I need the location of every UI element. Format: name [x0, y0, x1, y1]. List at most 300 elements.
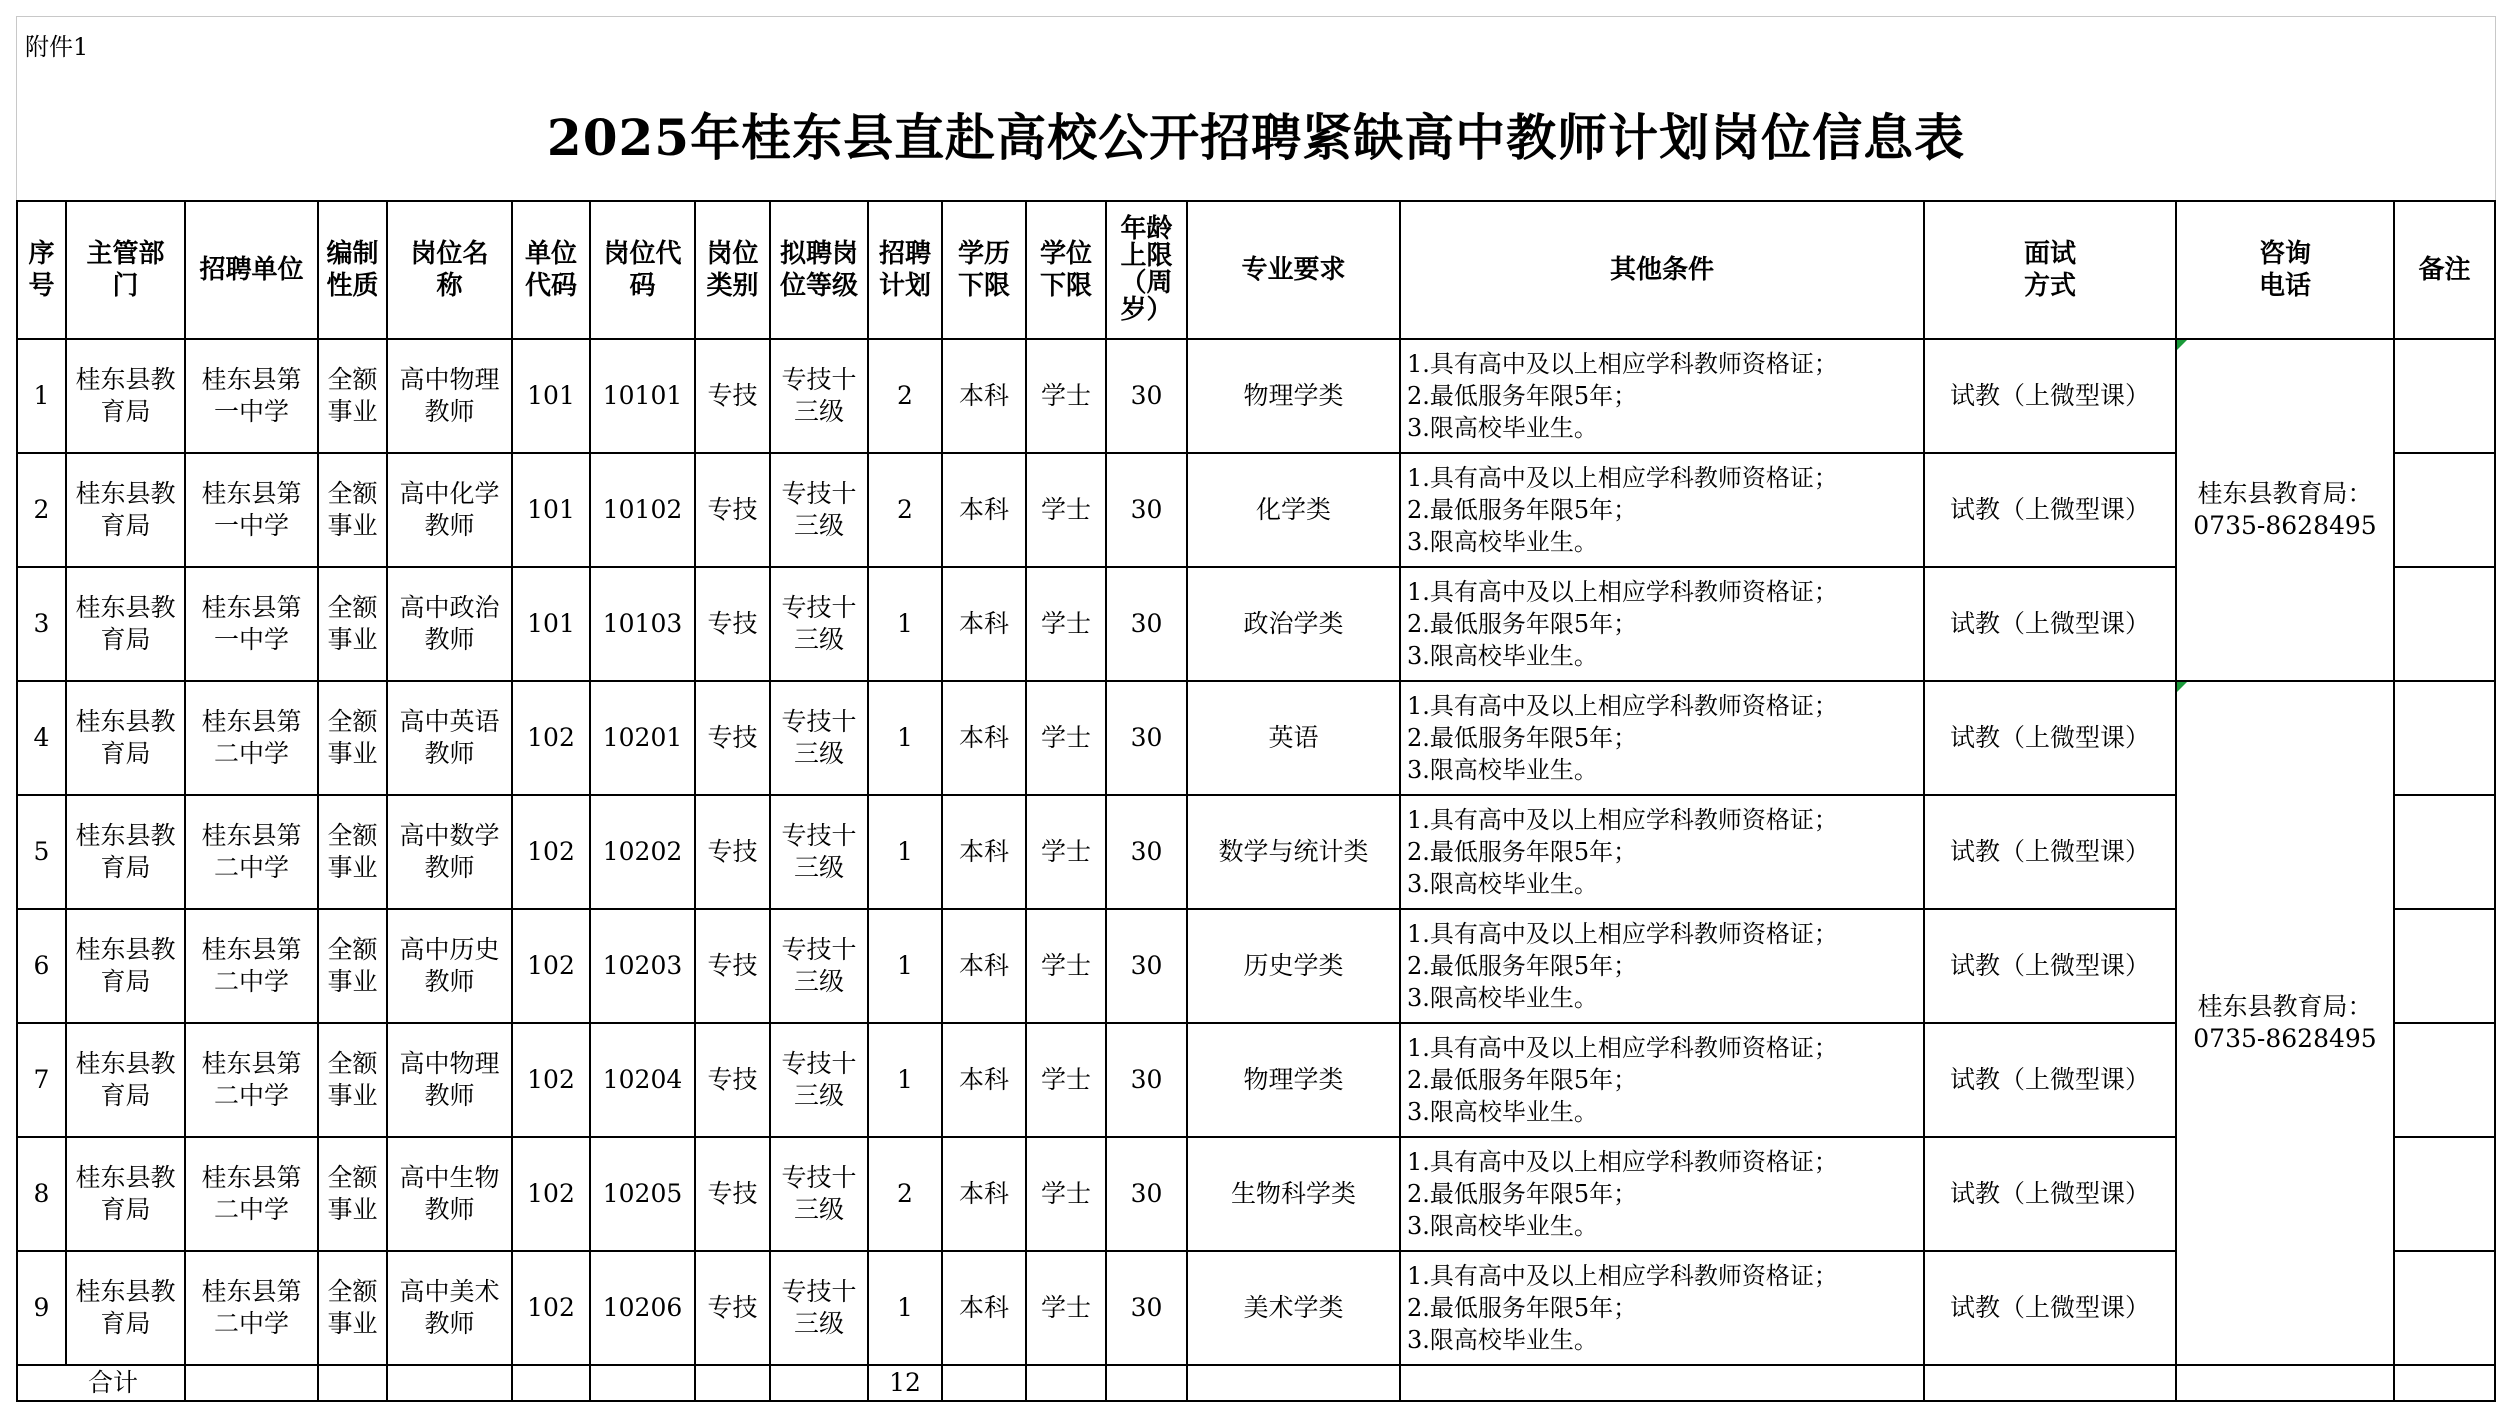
unit-code-cell[interactable]: 102 [512, 1023, 590, 1137]
conditions-cell[interactable] [1400, 681, 1924, 795]
conditions-cell[interactable] [1400, 909, 1924, 1023]
unit-cell[interactable] [185, 1023, 318, 1137]
post-code-cell[interactable]: 10202 [590, 795, 695, 909]
level-cell-text: 三级 [793, 511, 844, 540]
header-nature[interactable] [318, 201, 387, 339]
edu-cell[interactable]: 本科 [942, 795, 1026, 909]
post-name-cell-text: 教师 [424, 1195, 475, 1224]
condition-line: 2.最低服务年限5年； [1407, 382, 1638, 410]
header-major[interactable] [1187, 201, 1400, 339]
post-code-cell[interactable]: 10205 [590, 1137, 695, 1251]
seq-cell[interactable]: 5 [17, 795, 66, 909]
nature-cell-text: 全额 [327, 365, 378, 394]
header-nature-text: 编制 [326, 239, 379, 269]
post-name-cell[interactable] [387, 681, 512, 795]
nature-cell[interactable] [318, 339, 387, 453]
degree-cell[interactable]: 学士 [1026, 453, 1106, 567]
unit-cell-text: 桂东县第 [201, 365, 302, 394]
total-empty-cell[interactable] [2176, 1365, 2394, 1401]
nature-cell[interactable] [318, 567, 387, 681]
plan-cell[interactable]: 2 [868, 453, 942, 567]
total-empty-cell[interactable] [942, 1365, 1026, 1401]
nature-cell[interactable] [318, 909, 387, 1023]
total-empty-cell[interactable] [512, 1365, 590, 1401]
nature-cell-text: 事业 [327, 1195, 378, 1224]
table-row [17, 567, 2495, 681]
conditions-cell[interactable] [1400, 1137, 1924, 1251]
age-cell[interactable]: 30 [1106, 909, 1187, 1023]
header-major-text: 专业要求 [1241, 255, 1346, 285]
condition-line: 3.限高校毕业生。 [1407, 414, 1598, 442]
comment-marker-icon [2177, 682, 2187, 692]
interview-cell[interactable]: 试教（上微型课） [1924, 1023, 2176, 1137]
dept-cell-text: 育局 [100, 853, 151, 882]
header-dept[interactable] [66, 201, 185, 339]
contact-phone-cell-text: 桂东县教育局： [2197, 992, 2373, 1021]
header-nature-text: 性质 [326, 271, 379, 301]
header-edu-text: 学历 [957, 239, 1010, 269]
conditions-cell[interactable] [1400, 453, 1924, 567]
total-empty-cell[interactable] [1026, 1365, 1106, 1401]
degree-cell[interactable]: 学士 [1026, 1251, 1106, 1365]
header-edu[interactable] [942, 201, 1026, 339]
edu-cell[interactable]: 本科 [942, 681, 1026, 795]
unit-code-cell[interactable]: 101 [512, 567, 590, 681]
degree-cell[interactable]: 学士 [1026, 909, 1106, 1023]
unit-cell-text: 二中学 [213, 1195, 289, 1224]
unit-cell-text: 桂东县第 [201, 479, 302, 508]
dept-cell-text: 桂东县教 [75, 1049, 176, 1078]
post-name-cell-text: 高中物理 [399, 365, 500, 394]
nature-cell[interactable] [318, 1251, 387, 1365]
interview-cell[interactable]: 试教（上微型课） [1924, 795, 2176, 909]
condition-line: 2.最低服务年限5年； [1407, 610, 1638, 638]
post-name-cell-text: 高中历史 [399, 935, 500, 964]
unit-cell-text: 二中学 [213, 739, 289, 768]
remark-cell[interactable] [2394, 681, 2495, 795]
age-cell[interactable]: 30 [1106, 1023, 1187, 1137]
header-phone[interactable] [2176, 201, 2394, 339]
nature-cell[interactable] [318, 681, 387, 795]
post-type-cell[interactable]: 专技 [695, 681, 770, 795]
post-name-cell[interactable] [387, 795, 512, 909]
condition-line: 3.限高校毕业生。 [1407, 984, 1598, 1012]
nature-cell-text: 事业 [327, 739, 378, 768]
total-empty-cell[interactable] [2394, 1365, 2495, 1401]
interview-cell[interactable]: 试教（上微型课） [1924, 909, 2176, 1023]
condition-line: 3.限高校毕业生。 [1407, 642, 1598, 670]
plan-cell[interactable]: 2 [868, 1137, 942, 1251]
nature-cell-text: 全额 [327, 593, 378, 622]
table-row [17, 1023, 2495, 1137]
header-remark-text: 备注 [2418, 255, 2471, 285]
dept-cell-text: 育局 [100, 967, 151, 996]
major-cell[interactable]: 政治学类 [1187, 567, 1400, 681]
nature-cell-text: 全额 [327, 935, 378, 964]
unit-cell-text: 桂东县第 [201, 935, 302, 964]
nature-cell-text: 全额 [327, 821, 378, 850]
plan-cell[interactable]: 1 [868, 1023, 942, 1137]
remark-cell[interactable] [2394, 795, 2495, 909]
unit-code-cell[interactable]: 102 [512, 795, 590, 909]
nature-cell-text: 事业 [327, 397, 378, 426]
header-unit-code-text: 单位 [524, 239, 577, 269]
nature-cell[interactable] [318, 1023, 387, 1137]
remark-cell[interactable] [2394, 1137, 2495, 1251]
level-cell-text: 三级 [793, 1195, 844, 1224]
dept-cell-text: 育局 [100, 625, 151, 654]
condition-line: 3.限高校毕业生。 [1407, 528, 1598, 556]
nature-cell[interactable] [318, 453, 387, 567]
conditions-cell[interactable] [1400, 567, 1924, 681]
unit-cell-text: 二中学 [213, 1309, 289, 1338]
dept-cell[interactable] [66, 453, 185, 567]
dept-cell-text: 育局 [100, 1309, 151, 1338]
unit-cell[interactable] [185, 453, 318, 567]
degree-cell[interactable]: 学士 [1026, 567, 1106, 681]
condition-line: 2.最低服务年限5年； [1407, 1294, 1638, 1322]
post-name-cell-text: 高中美术 [399, 1277, 500, 1306]
level-cell[interactable] [770, 453, 868, 567]
total-empty-cell[interactable] [1924, 1365, 2176, 1401]
edu-cell[interactable]: 本科 [942, 1023, 1026, 1137]
level-cell-text: 专技十 [781, 1049, 857, 1078]
header-interview-text: 方式 [2023, 271, 2076, 301]
dept-cell[interactable] [66, 681, 185, 795]
header-row [17, 201, 2495, 339]
nature-cell-text: 事业 [327, 967, 378, 996]
post-name-cell-text: 高中化学 [399, 479, 500, 508]
post-type-cell[interactable]: 专技 [695, 1137, 770, 1251]
post-code-cell[interactable]: 10101 [590, 339, 695, 453]
edu-cell[interactable]: 本科 [942, 339, 1026, 453]
total-empty-cell[interactable] [1187, 1365, 1400, 1401]
table-row [17, 681, 2495, 795]
degree-cell[interactable]: 学士 [1026, 795, 1106, 909]
level-cell-text: 三级 [793, 397, 844, 426]
header-plan-text: 计划 [878, 271, 931, 301]
post-code-cell[interactable]: 10102 [590, 453, 695, 567]
major-cell[interactable]: 英语 [1187, 681, 1400, 795]
post-type-cell[interactable]: 专技 [695, 339, 770, 453]
table-row [17, 1137, 2495, 1251]
header-post-type-text: 岗位 [706, 239, 759, 269]
post-code-cell[interactable]: 10204 [590, 1023, 695, 1137]
unit-code-cell[interactable]: 101 [512, 453, 590, 567]
header-seq[interactable] [17, 201, 66, 339]
major-cell[interactable]: 数学与统计类 [1187, 795, 1400, 909]
dept-cell[interactable] [66, 339, 185, 453]
unit-code-cell[interactable]: 102 [512, 681, 590, 795]
seq-cell[interactable]: 3 [17, 567, 66, 681]
header-phone-text: 咨询 [2258, 239, 2311, 269]
interview-cell[interactable]: 试教（上微型课） [1924, 339, 2176, 453]
edu-cell[interactable]: 本科 [942, 909, 1026, 1023]
total-empty-cell[interactable] [185, 1365, 318, 1401]
unit-cell[interactable] [185, 681, 318, 795]
total-empty-cell[interactable] [1400, 1365, 1924, 1401]
unit-cell[interactable] [185, 909, 318, 1023]
nature-cell[interactable] [318, 1137, 387, 1251]
level-cell-text: 三级 [793, 625, 844, 654]
total-empty-cell[interactable] [695, 1365, 770, 1401]
level-cell-text: 三级 [793, 739, 844, 768]
total-plan[interactable]: 12 [868, 1365, 942, 1401]
unit-cell-text: 一中学 [213, 511, 289, 540]
level-cell-text: 专技十 [781, 1277, 857, 1306]
condition-line: 1.具有高中及以上相应学科教师资格证； [1407, 1262, 1838, 1290]
unit-cell[interactable] [185, 1251, 318, 1365]
nature-cell-text: 全额 [327, 707, 378, 736]
total-label: 合计 [17, 1365, 185, 1401]
post-type-cell[interactable]: 专技 [695, 453, 770, 567]
header-seq-text: 号 [28, 271, 55, 301]
post-code-cell[interactable]: 10103 [590, 567, 695, 681]
header-interview[interactable] [1924, 201, 2176, 339]
conditions-cell[interactable] [1400, 1251, 1924, 1365]
seq-cell[interactable]: 7 [17, 1023, 66, 1137]
post-code-cell[interactable]: 10203 [590, 909, 695, 1023]
level-cell[interactable] [770, 567, 868, 681]
dept-cell[interactable] [66, 1251, 185, 1365]
dept-cell[interactable] [66, 1023, 185, 1137]
post-type-cell[interactable]: 专技 [695, 1251, 770, 1365]
contact-phone-cell[interactable] [2176, 681, 2394, 1365]
nature-cell[interactable] [318, 795, 387, 909]
condition-line: 1.具有高中及以上相应学科教师资格证； [1407, 1034, 1838, 1062]
age-cell[interactable]: 30 [1106, 567, 1187, 681]
unit-code-cell[interactable]: 102 [512, 1251, 590, 1365]
header-level[interactable] [770, 201, 868, 339]
seq-cell[interactable]: 9 [17, 1251, 66, 1365]
table-row [17, 909, 2495, 1023]
header-unit-code[interactable] [512, 201, 590, 339]
unit-code-cell[interactable]: 102 [512, 909, 590, 1023]
dept-cell[interactable] [66, 567, 185, 681]
level-cell[interactable] [770, 339, 868, 453]
table-row [17, 453, 2495, 567]
unit-cell-text: 桂东县第 [201, 1277, 302, 1306]
condition-line: 3.限高校毕业生。 [1407, 870, 1598, 898]
level-cell[interactable] [770, 909, 868, 1023]
condition-line: 2.最低服务年限5年； [1407, 496, 1638, 524]
header-post-type[interactable] [695, 201, 770, 339]
level-cell[interactable] [770, 795, 868, 909]
seq-cell[interactable]: 4 [17, 681, 66, 795]
level-cell[interactable] [770, 681, 868, 795]
condition-line: 1.具有高中及以上相应学科教师资格证； [1407, 1148, 1838, 1176]
remark-cell[interactable] [2394, 339, 2495, 453]
remark-cell[interactable] [2394, 567, 2495, 681]
remark-cell[interactable] [2394, 453, 2495, 567]
conditions-cell[interactable] [1400, 339, 1924, 453]
plan-cell[interactable]: 2 [868, 339, 942, 453]
age-cell[interactable]: 30 [1106, 1251, 1187, 1365]
unit-cell[interactable] [185, 567, 318, 681]
condition-line: 1.具有高中及以上相应学科教师资格证； [1407, 806, 1838, 834]
major-cell[interactable]: 美术学类 [1187, 1251, 1400, 1365]
age-cell[interactable]: 30 [1106, 795, 1187, 909]
age-cell[interactable]: 30 [1106, 339, 1187, 453]
major-cell[interactable]: 历史学类 [1187, 909, 1400, 1023]
unit-code-cell[interactable]: 102 [512, 1137, 590, 1251]
post-type-cell[interactable]: 专技 [695, 795, 770, 909]
conditions-cell[interactable] [1400, 1023, 1924, 1137]
header-degree[interactable] [1026, 201, 1106, 339]
level-cell-text: 专技十 [781, 479, 857, 508]
interview-cell[interactable]: 试教（上微型课） [1924, 1137, 2176, 1251]
level-cell-text: 专技十 [781, 821, 857, 850]
degree-cell[interactable]: 学士 [1026, 1137, 1106, 1251]
unit-cell-text: 二中学 [213, 853, 289, 882]
dept-cell-text: 桂东县教 [75, 365, 176, 394]
header-age-text: 上限 [1120, 241, 1173, 271]
unit-cell[interactable] [185, 339, 318, 453]
unit-cell-text: 桂东县第 [201, 707, 302, 736]
header-seq-text: 序 [28, 239, 55, 269]
interview-cell[interactable]: 试教（上微型课） [1924, 453, 2176, 567]
unit-cell[interactable] [185, 1137, 318, 1251]
plan-cell[interactable]: 1 [868, 567, 942, 681]
remark-cell[interactable] [2394, 1023, 2495, 1137]
condition-line: 2.最低服务年限5年； [1407, 838, 1638, 866]
post-type-cell[interactable]: 专技 [695, 567, 770, 681]
header-plan[interactable] [868, 201, 942, 339]
seq-cell[interactable]: 8 [17, 1137, 66, 1251]
header-age[interactable] [1106, 201, 1187, 339]
total-row [17, 1365, 2495, 1401]
remark-cell[interactable] [2394, 1251, 2495, 1365]
level-cell-text: 三级 [793, 1081, 844, 1110]
unit-cell-text: 一中学 [213, 625, 289, 654]
post-type-cell[interactable]: 专技 [695, 1023, 770, 1137]
condition-line: 2.最低服务年限5年； [1407, 952, 1638, 980]
total-empty-cell[interactable] [590, 1365, 695, 1401]
interview-cell[interactable]: 试教（上微型课） [1924, 567, 2176, 681]
level-cell-text: 专技十 [781, 707, 857, 736]
age-cell[interactable]: 30 [1106, 681, 1187, 795]
total-empty-cell[interactable] [1106, 1365, 1187, 1401]
post-name-cell-text: 教师 [424, 1309, 475, 1338]
header-post-name-text: 称 [436, 271, 463, 301]
post-name-cell[interactable] [387, 339, 512, 453]
seq-cell[interactable]: 1 [17, 339, 66, 453]
header-post-code-text: 码 [629, 271, 656, 301]
header-remark[interactable] [2394, 201, 2495, 339]
nature-cell-text: 事业 [327, 511, 378, 540]
unit-cell-text: 桂东县第 [201, 821, 302, 850]
spreadsheet [16, 16, 2494, 1397]
nature-cell-text: 事业 [327, 625, 378, 654]
unit-code-cell[interactable]: 101 [512, 339, 590, 453]
post-name-cell[interactable] [387, 453, 512, 567]
header-phone-text: 电话 [2258, 271, 2311, 301]
header-unit[interactable] [185, 201, 318, 339]
header-post-name[interactable] [387, 201, 512, 339]
plan-cell[interactable]: 1 [868, 795, 942, 909]
seq-cell[interactable]: 2 [17, 453, 66, 567]
header-unit-code-text: 代码 [524, 271, 577, 301]
condition-line: 1.具有高中及以上相应学科教师资格证； [1407, 920, 1838, 948]
seq-cell[interactable]: 6 [17, 909, 66, 1023]
post-name-cell[interactable] [387, 567, 512, 681]
header-age-text: 岁） [1120, 295, 1173, 325]
edu-cell[interactable]: 本科 [942, 453, 1026, 567]
age-cell[interactable]: 30 [1106, 453, 1187, 567]
plan-cell[interactable]: 1 [868, 909, 942, 1023]
post-name-cell[interactable] [387, 1023, 512, 1137]
plan-cell[interactable]: 1 [868, 1251, 942, 1365]
level-cell-text: 专技十 [781, 935, 857, 964]
major-cell[interactable]: 物理学类 [1187, 1023, 1400, 1137]
unit-cell[interactable] [185, 795, 318, 909]
edu-cell[interactable]: 本科 [942, 1251, 1026, 1365]
header-post-code[interactable] [590, 201, 695, 339]
post-name-cell-text: 教师 [424, 511, 475, 540]
degree-cell[interactable]: 学士 [1026, 681, 1106, 795]
dept-cell-text: 桂东县教 [75, 935, 176, 964]
level-cell[interactable] [770, 1251, 868, 1365]
table-row [17, 339, 2495, 453]
post-name-cell[interactable] [387, 909, 512, 1023]
level-cell[interactable] [770, 1023, 868, 1137]
post-name-cell-text: 高中物理 [399, 1049, 500, 1078]
dept-cell[interactable] [66, 909, 185, 1023]
edu-cell[interactable]: 本科 [942, 567, 1026, 681]
post-code-cell[interactable]: 10201 [590, 681, 695, 795]
post-type-cell[interactable]: 专技 [695, 909, 770, 1023]
condition-line: 3.限高校毕业生。 [1407, 1098, 1598, 1126]
total-empty-cell[interactable] [770, 1365, 868, 1401]
post-name-cell-text: 教师 [424, 739, 475, 768]
total-empty-cell[interactable] [318, 1365, 387, 1401]
header-dept-text: 主管部 [86, 239, 165, 269]
dept-cell[interactable] [66, 795, 185, 909]
unit-cell-text: 二中学 [213, 967, 289, 996]
major-cell[interactable]: 生物科学类 [1187, 1137, 1400, 1251]
total-empty-cell[interactable] [387, 1365, 512, 1401]
age-cell[interactable]: 30 [1106, 1137, 1187, 1251]
dept-cell[interactable] [66, 1137, 185, 1251]
contact-phone-cell[interactable] [2176, 339, 2394, 681]
header-other[interactable] [1400, 201, 1924, 339]
major-cell[interactable]: 物理学类 [1187, 339, 1400, 453]
level-cell[interactable] [770, 1137, 868, 1251]
post-name-cell[interactable] [387, 1137, 512, 1251]
plan-cell[interactable]: 1 [868, 681, 942, 795]
edu-cell[interactable]: 本科 [942, 1137, 1026, 1251]
post-name-cell-text: 高中政治 [399, 593, 500, 622]
major-cell[interactable]: 化学类 [1187, 453, 1400, 567]
condition-line: 1.具有高中及以上相应学科教师资格证； [1407, 350, 1838, 378]
header-interview-text: 面试 [2023, 239, 2076, 269]
degree-cell[interactable]: 学士 [1026, 339, 1106, 453]
post-code-cell[interactable]: 10206 [590, 1251, 695, 1365]
post-name-cell-text: 教师 [424, 853, 475, 882]
interview-cell[interactable]: 试教（上微型课） [1924, 1251, 2176, 1365]
dept-cell-text: 桂东县教 [75, 1277, 176, 1306]
table-row [17, 795, 2495, 909]
post-name-cell[interactable] [387, 1251, 512, 1365]
conditions-cell[interactable] [1400, 795, 1924, 909]
degree-cell[interactable]: 学士 [1026, 1023, 1106, 1137]
attachment-label: 附件1 [25, 33, 89, 61]
level-cell-text: 三级 [793, 967, 844, 996]
header-unit-text: 招聘单位 [199, 255, 304, 285]
interview-cell[interactable]: 试教（上微型课） [1924, 681, 2176, 795]
remark-cell[interactable] [2394, 909, 2495, 1023]
header-level-text: 拟聘岗 [779, 239, 858, 269]
